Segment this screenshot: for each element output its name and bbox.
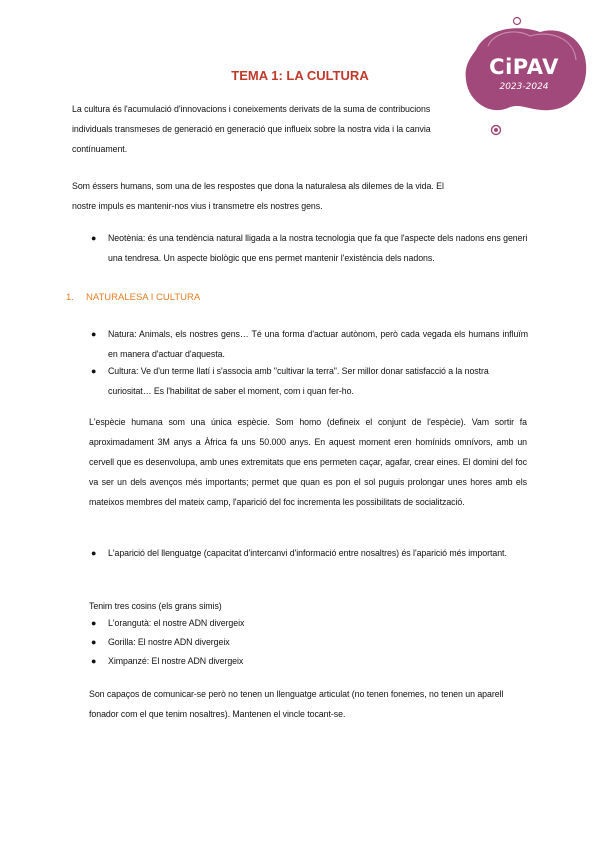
bullet-icon: ● [91,329,97,339]
section-number: 1. [66,292,74,303]
list-item: L'orangutà: el nostre ADN divergeix [108,618,245,628]
cosins-intro: Tenim tres cosins (els grans simis) [89,601,222,611]
intro-paragraph-1: La cultura és l'acumulació d'innovacions i coneixements derivats de la suma de contribucions individuals transmeses de generació en generació que influeix sobre la nostra vida i la canvia contínuament. [72,104,431,154]
bullet-icon: ● [91,366,97,376]
section-title: NATURALESA I CULTURA [86,292,201,303]
natura-bullet: Natura: Animals, els nostres gens… Té una forma d'actuar autònom, però cada vegada els humans influïm en manera d'actuar d'aquesta. [108,329,528,359]
bullet-icon: ● [91,656,97,666]
logo-year: 2023-2024 [499,82,549,92]
final-paragraph: Son capaços de comunicar-se però no tenen un llenguatge articulat (no tenen fonemes, no tenen un aparell fonador com el que tenim nosaltres). Mantenen el vincle tocant-se. [89,689,504,719]
cultura-bullet: Cultura: Ve d'un terme llatí i s'associa amb "cultivar la terra". Ser millor donar satisfacció a la nostra curiositat… Es l'habilitat de saber el moment, com i quan fer-ho. [108,366,489,396]
logo-text: CiPAV [489,55,559,79]
especie-paragraph: L'espècie humana som una única espècie. Som homo (defineix el conjunt de l'espècie). Vam sortir fa aproximadament 3M anys a Àfrica fa uns 50.000 anys. En aquest moment eren homínids omnívors, amb un cervell que es desenvolupa, amb unes extremitats que ens permeten caçar, agafar, crear eines. El domini del foc va ser un dels avenços més importants; permet que quan es pon el sol puguis prolongar unes hores amb els mateixos membres del mateix camp, l'aparició del foc incrementa les possibilitats de socialització. [89,417,527,507]
list-item: Ximpanzé: El nostre ADN divergeix [108,656,244,666]
bullet-icon: ● [91,548,97,558]
llenguatge-bullet: L'aparició del llenguatge (capacitat d'intercanvi d'informació entre nosaltres) és l'aparició més important. [108,548,507,558]
bullet-icon: ● [91,233,97,243]
section-heading [66,292,200,303]
neotenia-bullet: Neotènia: és una tendència natural lligada a la nostra tecnologia que fa que l'aspecte dels nadons ens generi una tendresa. Un aspecte biològic que ens permet mantenir l'existència dels nadons. [108,233,528,263]
bullet-icon: ● [91,618,97,628]
bullet-icon: ● [91,637,97,647]
list-item: Gorilla: El nostre ADN divergeix [108,637,230,647]
page-title: TEMA 1: LA CULTURA [231,68,369,83]
intro-paragraph-2: Som éssers humans, som una de les respostes que dona la naturalesa als dilemes de la vida. El nostre impuls es mantenir-nos vius i transmetre els nostres gens. [72,181,444,211]
